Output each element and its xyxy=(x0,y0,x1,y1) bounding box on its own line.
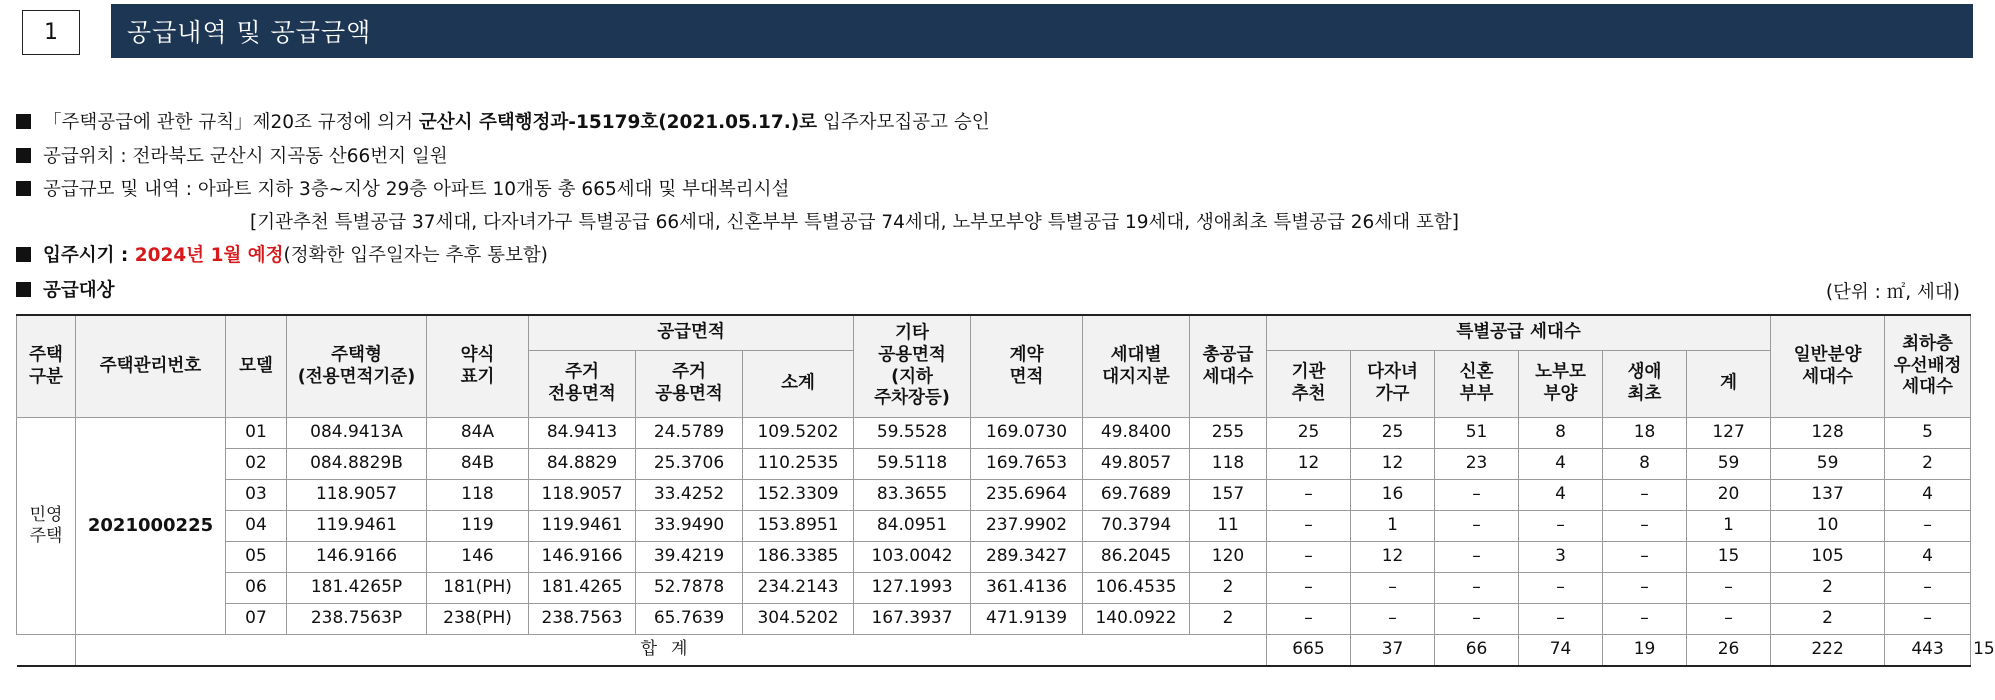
cell: – xyxy=(1267,542,1351,573)
cell: 84.9413 xyxy=(529,418,636,449)
header-first: 생애 최초 xyxy=(1603,351,1687,418)
total-cell: 26 xyxy=(1687,635,1771,667)
bullet-target xyxy=(16,276,114,302)
cell: 25 xyxy=(1267,418,1351,449)
cell: 52.7878 xyxy=(636,573,743,604)
cell: 181.4265P xyxy=(287,573,427,604)
cell: 109.5202 xyxy=(743,418,854,449)
cell: – xyxy=(1603,480,1687,511)
cell: 05 xyxy=(226,542,287,573)
cell: – xyxy=(1267,480,1351,511)
cell: 238.7563 xyxy=(529,604,636,635)
cell: 157 xyxy=(1190,480,1267,511)
cell: – xyxy=(1435,480,1519,511)
cell: 118.9057 xyxy=(529,480,636,511)
cell: 65.7639 xyxy=(636,604,743,635)
total-cell: 66 xyxy=(1435,635,1519,667)
cell: – xyxy=(1603,542,1687,573)
header-contract: 계약 면적 xyxy=(971,315,1083,418)
section-title-text: 공급내역 및 공급금액 xyxy=(127,18,372,47)
header-newlywed: 신혼 부부 xyxy=(1435,351,1519,418)
bullet-square-icon xyxy=(16,181,31,196)
cell: 120 xyxy=(1190,542,1267,573)
cell: 10 xyxy=(1771,511,1885,542)
cell: 127.1993 xyxy=(854,573,971,604)
cell: – xyxy=(1687,573,1771,604)
header-model: 모델 xyxy=(226,315,287,418)
header-total-units: 총공급 세대수 xyxy=(1190,315,1267,418)
cell: – xyxy=(1687,604,1771,635)
section-title xyxy=(111,4,1973,58)
total-row: 합계 665 37 66 74 19 26 222 443 15 xyxy=(17,635,1971,667)
cell: 255 xyxy=(1190,418,1267,449)
house-group-cell: 민영 주택 xyxy=(17,418,76,635)
approval-number: 군산시 주택행정과-15179호(2021.05.17.)로 xyxy=(418,112,818,133)
cell: 39.4219 xyxy=(636,542,743,573)
header-general: 일반분양 세대수 xyxy=(1771,315,1885,418)
cell: 4 xyxy=(1519,449,1603,480)
cell: 110.2535 xyxy=(743,449,854,480)
table-row xyxy=(17,604,1971,635)
cell: 84.0951 xyxy=(854,511,971,542)
cell: 304.5202 xyxy=(743,604,854,635)
cell: 84B xyxy=(427,449,529,480)
table-row xyxy=(17,542,1971,573)
cell: 137 xyxy=(1771,480,1885,511)
cell: 06 xyxy=(226,573,287,604)
cell: 59 xyxy=(1687,449,1771,480)
approval-post: 입주자모집공고 승인 xyxy=(817,112,990,133)
cell: 2 xyxy=(1771,573,1885,604)
cell: 119.9461 xyxy=(529,511,636,542)
supply-table xyxy=(16,314,1995,667)
cell: – xyxy=(1603,604,1687,635)
cell: 07 xyxy=(226,604,287,635)
cell: 119.9461 xyxy=(287,511,427,542)
cell: 33.4252 xyxy=(636,480,743,511)
section-number: 1 xyxy=(22,10,80,55)
cell: 15 xyxy=(1687,542,1771,573)
cell: – xyxy=(1519,511,1603,542)
bullet-square-icon xyxy=(16,247,31,262)
header-house-type: 주택형 (전용면적기준) xyxy=(287,315,427,418)
cell: 289.3427 xyxy=(971,542,1083,573)
cell: – xyxy=(1885,573,1971,604)
cell: 59.5528 xyxy=(854,418,971,449)
cell: 01 xyxy=(226,418,287,449)
cell: 49.8057 xyxy=(1083,449,1190,480)
header-special: 특별공급 세대수 xyxy=(1267,315,1771,351)
table-row xyxy=(17,573,1971,604)
cell: 146.9166 xyxy=(287,542,427,573)
cell: 70.3794 xyxy=(1083,511,1190,542)
cell: 03 xyxy=(226,480,287,511)
cell: 105 xyxy=(1771,542,1885,573)
mgmt-no-cell: 2021000225 xyxy=(76,418,226,635)
cell: 1 xyxy=(1351,511,1435,542)
table-row xyxy=(17,480,1971,511)
cell: 02 xyxy=(226,449,287,480)
header-subtotal: 소계 xyxy=(743,351,854,418)
cell: 181(PH) xyxy=(427,573,529,604)
cell: 237.9902 xyxy=(971,511,1083,542)
cell: 11 xyxy=(1190,511,1267,542)
cell: 235.6964 xyxy=(971,480,1083,511)
cell: 2 xyxy=(1190,604,1267,635)
cell: 25 xyxy=(1351,418,1435,449)
bullet-approval xyxy=(16,108,990,134)
cell: 234.2143 xyxy=(743,573,854,604)
table-row xyxy=(17,511,1971,542)
header-inst: 기관 추천 xyxy=(1267,351,1351,418)
total-cell: 37 xyxy=(1351,635,1435,667)
bullet-square-icon xyxy=(16,114,31,129)
location-text: 공급위치 : 전라북도 군산시 지곡동 산66번지 일원 xyxy=(43,146,448,167)
move-in-date: 2024년 1월 예정 xyxy=(134,245,284,266)
bullet-square-icon xyxy=(16,148,31,163)
cell: 153.8951 xyxy=(743,511,854,542)
header-multi: 다자녀 가구 xyxy=(1351,351,1435,418)
cell: 86.2045 xyxy=(1083,542,1190,573)
cell: 3 xyxy=(1519,542,1603,573)
cell: 4 xyxy=(1885,480,1971,511)
cell: 59.5118 xyxy=(854,449,971,480)
cell: 84.8829 xyxy=(529,449,636,480)
cell: 24.5789 xyxy=(636,418,743,449)
bullet-move-in xyxy=(16,241,548,267)
cell: 119 xyxy=(427,511,529,542)
bullet-scale xyxy=(16,175,789,201)
total-blank-cell xyxy=(17,635,76,667)
total-label: 합계 xyxy=(76,635,1267,667)
total-cell: 222 xyxy=(1771,635,1885,667)
cell: 118 xyxy=(427,480,529,511)
cell: 23 xyxy=(1435,449,1519,480)
total-cell: 19 xyxy=(1603,635,1687,667)
move-in-label: 입주시기 : xyxy=(43,245,135,266)
cell: 361.4136 xyxy=(971,573,1083,604)
cell: – xyxy=(1435,542,1519,573)
header-elderly: 노부모 부양 xyxy=(1519,351,1603,418)
cell: 18 xyxy=(1603,418,1687,449)
cell: – xyxy=(1351,573,1435,604)
cell: – xyxy=(1351,604,1435,635)
cell: – xyxy=(1435,511,1519,542)
cell: 59 xyxy=(1771,449,1885,480)
unit-note: (단위 : ㎡, 세대) xyxy=(1825,282,1960,303)
cell: 181.4265 xyxy=(529,573,636,604)
header-land: 세대별 대지지분 xyxy=(1083,315,1190,418)
cell: 146 xyxy=(427,542,529,573)
cell: 8 xyxy=(1603,449,1687,480)
cell: 118 xyxy=(1190,449,1267,480)
header-exclusive: 주거 전용면적 xyxy=(529,351,636,418)
cell: 12 xyxy=(1351,449,1435,480)
cell: 186.3385 xyxy=(743,542,854,573)
header-supply-area: 공급면적 xyxy=(529,315,854,351)
cell: – xyxy=(1603,511,1687,542)
cell: 4 xyxy=(1885,542,1971,573)
cell: 084.9413A xyxy=(287,418,427,449)
cell: 140.0922 xyxy=(1083,604,1190,635)
bullet-square-icon xyxy=(16,282,31,297)
header-other-common: 기타 공용면적 (지하 주차장등) xyxy=(854,315,971,418)
cell: 471.9139 xyxy=(971,604,1083,635)
cell: – xyxy=(1519,604,1603,635)
cell: 2 xyxy=(1190,573,1267,604)
header-mgmt-no: 주택관리번호 xyxy=(76,315,226,418)
cell: 4 xyxy=(1519,480,1603,511)
cell: 51 xyxy=(1435,418,1519,449)
cell: – xyxy=(1885,604,1971,635)
header-common: 주거 공용면적 xyxy=(636,351,743,418)
special-supply-breakdown: [기관추천 특별공급 37세대, 다자녀가구 특별공급 66세대, 신혼부부 특별공급 74세대, 노부모부양 특별공급 19세대, 생애최초 특별공급 26세대 포함] xyxy=(250,212,1459,233)
cell: 152.3309 xyxy=(743,480,854,511)
cell: 106.4535 xyxy=(1083,573,1190,604)
cell: – xyxy=(1603,573,1687,604)
cell: – xyxy=(1267,604,1351,635)
cell: 169.0730 xyxy=(971,418,1083,449)
cell: 25.3706 xyxy=(636,449,743,480)
cell: 04 xyxy=(226,511,287,542)
cell: 146.9166 xyxy=(529,542,636,573)
cell: 1 xyxy=(1687,511,1771,542)
header-lowest: 최하층 우선배정 세대수 xyxy=(1885,315,1971,418)
cell: 127 xyxy=(1687,418,1771,449)
cell: 118.9057 xyxy=(287,480,427,511)
cell: – xyxy=(1435,604,1519,635)
approval-pre: 「주택공급에 관한 규칙」제20조 규정에 의거 xyxy=(43,112,419,133)
cell: 49.8400 xyxy=(1083,418,1190,449)
header-house-group: 주택 구분 xyxy=(17,315,76,418)
cell: 16 xyxy=(1351,480,1435,511)
cell: 84A xyxy=(427,418,529,449)
cell: 83.3655 xyxy=(854,480,971,511)
cell: 103.0042 xyxy=(854,542,971,573)
header-sum: 계 xyxy=(1687,351,1771,418)
cell: – xyxy=(1885,511,1971,542)
move-in-note: (정확한 입주일자는 추후 통보함) xyxy=(283,245,548,266)
cell: 12 xyxy=(1267,449,1351,480)
total-cell: 665 xyxy=(1267,635,1351,667)
scale-text: 공급규모 및 내역 : 아파트 지하 3층~지상 29층 아파트 10개동 총 665세대 및 부대복리시설 xyxy=(43,179,790,200)
target-text: 공급대상 xyxy=(43,280,115,301)
cell: – xyxy=(1267,511,1351,542)
header-abbr: 약식 표기 xyxy=(427,315,529,418)
cell: 084.8829B xyxy=(287,449,427,480)
table-row xyxy=(17,418,1971,449)
cell: 69.7689 xyxy=(1083,480,1190,511)
cell: 20 xyxy=(1687,480,1771,511)
cell: 167.3937 xyxy=(854,604,971,635)
cell: 8 xyxy=(1519,418,1603,449)
bullet-location xyxy=(16,142,448,168)
cell: 2 xyxy=(1885,449,1971,480)
cell: 238(PH) xyxy=(427,604,529,635)
cell: 5 xyxy=(1885,418,1971,449)
cell: – xyxy=(1267,573,1351,604)
cell: – xyxy=(1519,573,1603,604)
total-cell: 443 xyxy=(1885,635,1971,667)
table-row xyxy=(17,449,1971,480)
cell: 238.7563P xyxy=(287,604,427,635)
cell: 2 xyxy=(1771,604,1885,635)
cell: 169.7653 xyxy=(971,449,1083,480)
cell: – xyxy=(1435,573,1519,604)
total-cell: 74 xyxy=(1519,635,1603,667)
cell: 12 xyxy=(1351,542,1435,573)
cell: 128 xyxy=(1771,418,1885,449)
cell: 33.9490 xyxy=(636,511,743,542)
